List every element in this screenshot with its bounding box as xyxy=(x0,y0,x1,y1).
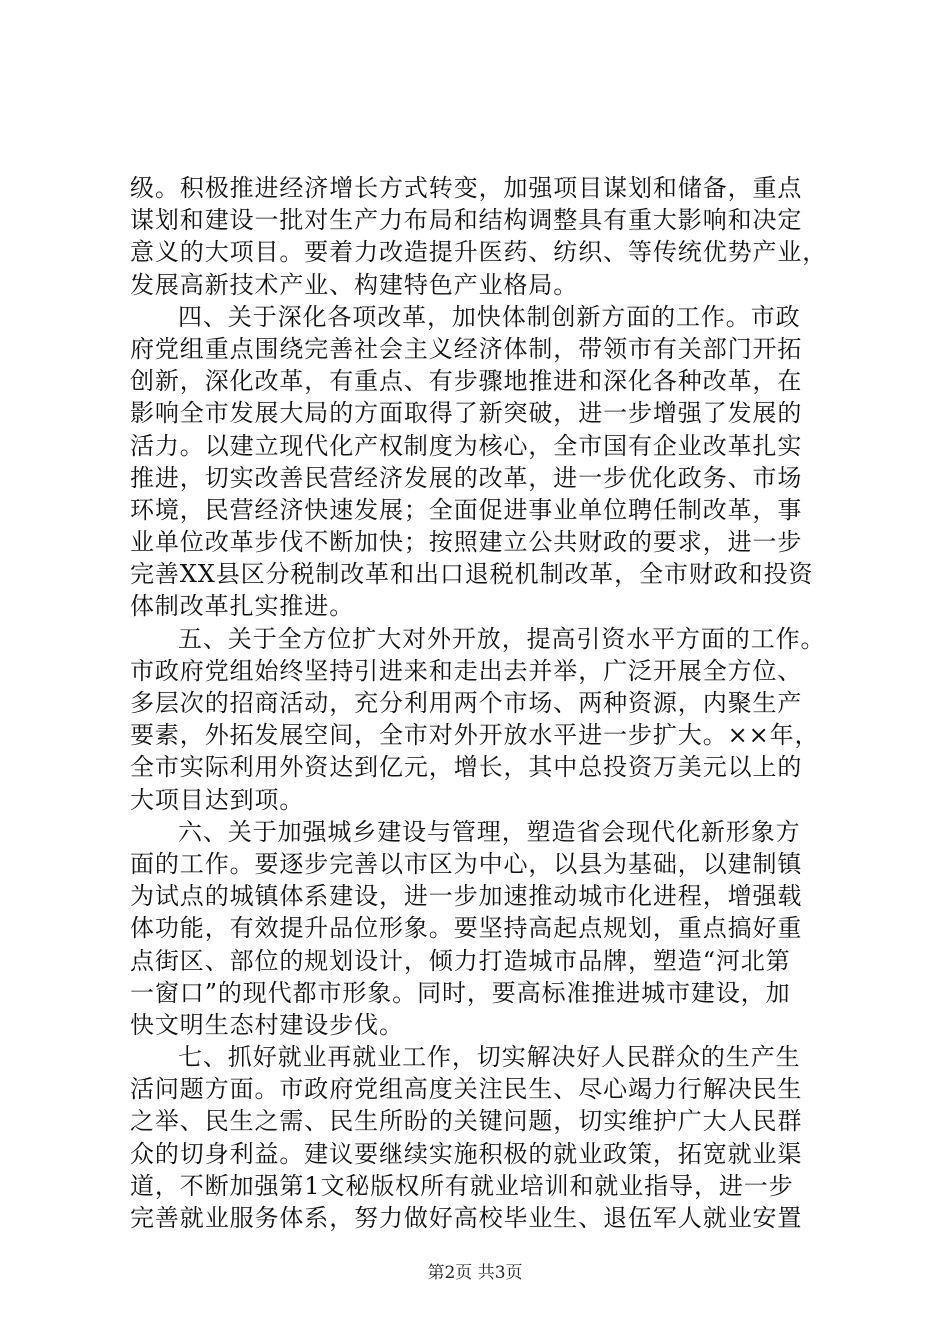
text-line: 众的切身利益。建议要继续实施积极的就业政策，拓宽就业渠 xyxy=(130,1139,803,1168)
text-line: 体制改革扎实推进。 xyxy=(130,592,355,621)
text-line: 大项目达到项。 xyxy=(130,785,305,814)
text-line: 级。积极推进经济增长方式转变，加强项目谋划和储备，重点 xyxy=(130,174,803,202)
text-line: 推进，切实改善民营经济发展的改革，进一步优化政务、市场 xyxy=(130,463,803,492)
text-line: 完善XX县区分税制改革和出口退税机制改革，全市财政和投资 xyxy=(130,560,814,589)
text-line: 四、关于深化各项改革，加快体制创新方面的工作。市政 xyxy=(178,302,801,331)
text-line: 创新，深化改革，有重点、有步骤地推进和深化各种改革，在 xyxy=(130,367,803,396)
text-line: 六、关于加强城乡建设与管理，塑造省会现代化新形象方 xyxy=(178,817,801,846)
text-line: 七、抓好就业再就业工作，切实解决好人民群众的生产生 xyxy=(178,1043,801,1072)
text-line: 为试点的城镇体系建设，进一步加速推动城市化进程，增强载 xyxy=(130,882,803,911)
text-line: 多层次的招商活动，充分利用两个市场、两种资源，内聚生产 xyxy=(130,689,803,717)
text-line: 一窗口”的现代都市形象。同时，要高标准推进城市建设，加 xyxy=(130,978,791,1007)
text-line: 府党组重点围绕完善社会主义经济体制，带领市有关部门开拓 xyxy=(130,334,803,363)
text-line: 点街区、部位的规划设计，倾力打造城市品牌，塑造“河北第 xyxy=(130,946,791,975)
text-line: 之举、民生之需、民生所盼的关键问题，切实维护广大人民群 xyxy=(130,1107,803,1136)
text-line: 要素，外拓发展空间，全市对外开放水平进一步扩大。××年， xyxy=(130,721,820,750)
page-footer: 第2页 共3页 xyxy=(427,1263,523,1283)
text-line: 完善就业服务体系，努力做好高校毕业生、退伍军人就业安置 xyxy=(130,1204,803,1232)
text-line: 快文明生态村建设步伐。 xyxy=(130,1010,404,1039)
text-line: 活问题方面。市政府党组高度关注民生、尽心竭力行解决民生 xyxy=(130,1075,803,1104)
text-line: 活力。以建立现代化产权制度为核心，全市国有企业改革扎实 xyxy=(130,431,803,460)
text-line: 环境，民营经济快速发展；全面促进事业单位聘任制改革，事 xyxy=(130,495,803,524)
text-line: 五、关于全方位扩大对外开放，提高引资水平方面的工作。 xyxy=(178,624,826,653)
text-line: 全市实际利用外资达到亿元，增长，其中总投资万美元以上的 xyxy=(130,753,803,782)
text-line: 市政府党组始终坚持引进来和走出去并举，广泛开展全方位、 xyxy=(130,656,803,685)
text-line: 影响全市发展大局的方面取得了新突破，进一步增强了发展的 xyxy=(130,399,803,428)
text-line: 面的工作。要逐步完善以市区为中心，以县为基础，以建制镇 xyxy=(130,849,803,878)
text-line: 业单位改革步伐不断加快；按照建立公共财政的要求，进一步 xyxy=(130,528,803,557)
body-text xyxy=(130,172,835,1234)
text-line: 发展高新技术产业、构建特色产业格局。 xyxy=(130,270,579,299)
text-line: 谋划和建设一批对生产力布局和结构调整具有重大影响和决定 xyxy=(130,206,803,235)
text-line: 意义的大项目。要着力改造提升医药、纺织、等传统优势产业， xyxy=(130,238,828,267)
text-line: 道，不断加强第1文秘版权所有就业培训和就业指导，进一步 xyxy=(130,1171,794,1200)
text-line: 体功能，有效提升品位形象。要坚持高起点规划，重点搞好重 xyxy=(130,914,803,943)
